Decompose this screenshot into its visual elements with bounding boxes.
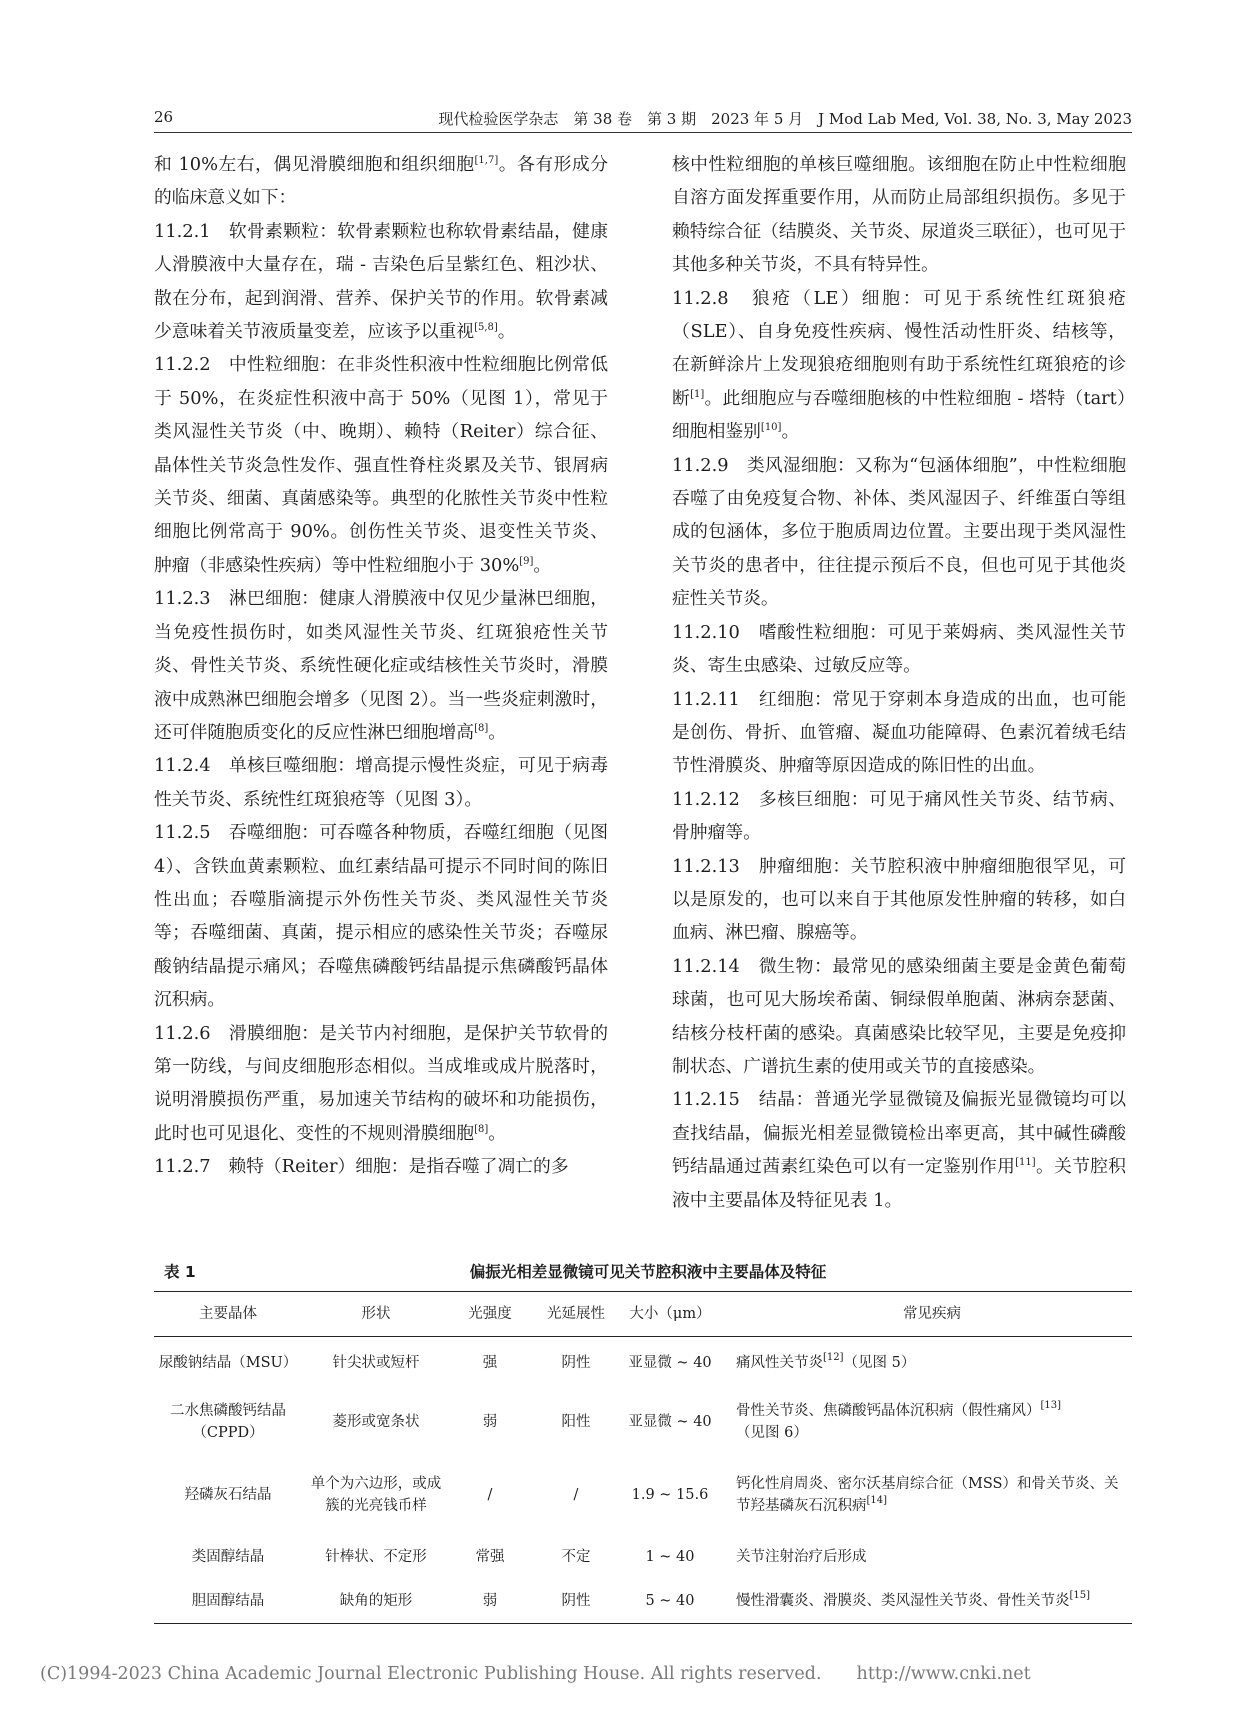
paragraph (154, 1150, 608, 1183)
paragraph (672, 783, 1126, 850)
header-elongation: 光延展性 (530, 1292, 622, 1337)
paragraph-text: 11.2.11 红细胞：常见于穿刺本身造成的出血，也可能是创伤、骨折、血管瘤、凝血功能障碍、色素沉着绒毛结节性滑膜炎、肿瘤等原因造成的陈旧性的出血。 (672, 688, 1126, 777)
cell-intensity: 弱 (482, 1414, 498, 1430)
paragraph (672, 850, 1126, 950)
table-header-row (154, 1292, 1132, 1337)
table-row (154, 1389, 1132, 1455)
copyright-notice: (C)1994-2023 China Academic Journal Electronic Publishing House. All rights reserved. http://www.cnki.net (40, 1664, 1031, 1684)
cell-size: 亚显微 ~ 40 (628, 1355, 712, 1371)
cell-size: 1 ~ 40 (645, 1549, 695, 1565)
disease-text: 痛风性关节炎 (736, 1355, 823, 1371)
paragraph-text-tail: 。 (497, 321, 516, 343)
left-text-column (154, 148, 608, 1184)
cell-crystal: 胆固醇结晶 (191, 1593, 265, 1609)
disease-text-tail: （见图 6） (736, 1425, 808, 1441)
cell-intensity: 常强 (475, 1549, 505, 1565)
cell-shape: 针尖状或短杆 (332, 1355, 420, 1371)
cell-size: 1.9 ~ 15.6 (631, 1487, 709, 1503)
cell-crystal: 类固醇结晶 (191, 1549, 265, 1565)
cell-disease (718, 1535, 1132, 1579)
paragraph-text: 11.2.10 嗜酸性粒细胞：可见于莱姆病、类风湿性关节炎、寄生虫感染、过敏反应等。 (672, 621, 1126, 677)
paragraph (154, 348, 608, 582)
cell-elongation: 阴性 (561, 1593, 591, 1609)
table-title: 偏振光相差显微镜可见关节腔积液中主要晶体及特征 (469, 1263, 827, 1281)
paragraph (672, 950, 1126, 1084)
cell-intensity: / (487, 1487, 493, 1503)
header-size: 大小（μm） (622, 1292, 718, 1337)
cell-elongation: 不定 (561, 1549, 591, 1565)
paragraph-text: 11.2.14 微生物：最常见的感染细菌主要是金黄色葡萄球菌，也可见大肠埃希菌、铜绿假单胞菌、淋病奈瑟菌、结核分枝杆菌的感染。真菌感染比较罕见，主要是免疫抑制状态、广谱抗生素的使用或关节的直接感染。 (672, 955, 1126, 1077)
table-body (154, 1337, 1132, 1624)
paragraph (154, 749, 608, 816)
table-row (154, 1535, 1132, 1579)
paragraph (672, 148, 1126, 282)
paragraph-text-tail: 。 (488, 1122, 507, 1144)
paragraph-text: 11.2.12 多核巨细胞：可见于痛风性关节炎、结节病、骨肿瘤等。 (672, 788, 1126, 844)
disease-text: 钙化性肩周炎、密尔沃基肩综合征（MSS）和骨关节炎、关节羟基磷灰石沉积病 (736, 1476, 1119, 1514)
cell-disease (718, 1389, 1132, 1455)
cell-shape: 缺角的矩形 (339, 1593, 413, 1609)
paragraph (154, 816, 608, 1016)
paragraph-text: 11.2.4 单核巨噬细胞：增高提示慢性炎症，可见于病毒性关节炎、系统性红斑狼疮等（见图 3）。 (154, 755, 608, 810)
table-label: 表 1 (164, 1263, 196, 1281)
paragraph-text: 11.2.1 软骨素颗粒：软骨素颗粒也称软骨素结晶，健康人滑膜液中大量存在，瑞 - 吉染色后呈紫红色、粗沙状、散在分布，起到润滑、营养、保护关节的作用。软骨素减少意味着关节液质量变差，应该予以重视 (154, 220, 608, 343)
cell-size: 亚显微 ~ 40 (628, 1414, 712, 1430)
paragraph-text-tail: 。 (533, 554, 552, 576)
paragraph-text: 核中性粒细胞的单核巨噬细胞。该细胞在防止中性粒细胞自溶方面发挥重要作用，从而防止局部组织损伤。多见于赖特综合征（结膜炎、关节炎、尿道炎三联征），也可见于其他多种关节炎，不具有特异性。 (672, 154, 1126, 276)
citation-ref: [10] (760, 422, 782, 434)
disease-text: 关节注射治疗后形成 (736, 1549, 867, 1565)
header-shape: 形状 (302, 1292, 450, 1337)
paragraph (154, 215, 608, 349)
cell-intensity: 强 (482, 1355, 498, 1371)
cell-disease (718, 1455, 1132, 1535)
citation-ref: [14] (866, 1495, 888, 1506)
paragraph-text-tail: 。 (781, 421, 800, 443)
paragraph-text: 11.2.6 滑膜细胞：是关节内衬细胞，是保护关节软骨的第一防线，与间皮细胞形态相似。当成堆或成片脱落时，说明滑膜损伤严重，易加速关节结构的破坏和功能损伤，此时也可见退化、变性的不规则滑膜细胞 (154, 1022, 608, 1144)
paragraph (154, 1017, 608, 1151)
paragraph-text: 11.2.9 类风湿细胞：又称为“包涵体细胞”，中性粒细胞吞噬了由免疫复合物、补体、类风湿因子、纤维蛋白等组成的包涵体，多位于胞质周边位置。主要出现于类风湿性关节炎的患者中，往往提示预后不良，但也可见于其他炎症性关节炎。 (672, 454, 1126, 610)
paragraph-text: 11.2.8 狼疮（LE）细胞：可见于系统性红斑狼疮（SLE）、自身免疫性疾病、慢性活动性肝炎、结核等，在新鲜涂片上发现狼疮细胞则有助于系统性红斑狼疮的诊断 (672, 287, 1126, 409)
citation-ref: [8] (474, 722, 489, 734)
paragraph (672, 1083, 1126, 1217)
paragraph-text: 11.2.3 淋巴细胞：健康人滑膜液中仅见少量淋巴细胞，当免疫性损伤时，如类风湿性关节炎、红斑狼疮性关节炎、骨性关节炎、系统性硬化症或结核性关节炎时，滑膜液中成熟淋巴细胞会增多（见图 2）。当一些炎症刺激时，还可伴随胞质变化的反应性淋巴细胞增高 (154, 588, 608, 743)
citation-ref: [11] (1015, 1157, 1036, 1169)
citation-ref: [12] (823, 1352, 844, 1363)
paragraph-text: 11.2.7 赖特（Reiter）细胞：是指吞噬了凋亡的多 (154, 1156, 569, 1178)
paragraph-text-tail: 。各有形成分的临床意义如下： (154, 154, 608, 209)
paragraph-text: 11.2.15 结晶：普通光学显微镜及偏振光显微镜均可以查找结晶，偏振光相差显微镜检出率更高，其中碱性磷酸钙结晶通过茜素红染色可以有一定鉴别作用 (672, 1089, 1126, 1178)
paragraph-text: 11.2.2 中性粒细胞：在非炎性积液中性粒细胞比例常低于 50%，在炎症性积液中高于 50%（见图 1），常见于类风湿性关节炎（中、晚期）、赖特（Reiter）综合征、晶体性关节炎急性发作、强直性脊柱炎累及关节、银屑病关节炎、细菌、真菌感染等。典型的化脓性关节炎中性粒细胞比例常高于 90%。创伤性关节炎、退变性关节炎、肿瘤（非感染性疾病）等中性粒细胞小于 30% (154, 354, 608, 576)
paragraph-text-tail: 。 (488, 721, 507, 743)
cell-crystal: 羟磷灰石结晶 (184, 1487, 272, 1503)
citation-ref: [1] (690, 388, 705, 400)
right-text-column (672, 148, 1126, 1217)
citation-ref: [9] (519, 555, 534, 567)
disease-text: 慢性滑囊炎、滑膜炎、类风湿性关节炎、骨性关节炎 (736, 1593, 1070, 1609)
citation-ref: [5,8] (474, 322, 498, 334)
journal-running-head: 现代检验医学杂志 第 38 卷 第 3 期 2023 年 5 月 J Mod Lab Med, Vol. 38, No. 3, May 2023 (438, 110, 1132, 128)
cell-intensity: 弱 (482, 1593, 498, 1609)
citation-ref: [13] (1040, 1400, 1062, 1411)
paragraph-text: 11.2.5 吞噬细胞：可吞噬各种物质，吞噬红细胞（见图 4）、含铁血黄素颗粒、血红素结晶可提示不同时间的陈旧性出血；吞噬脂滴提示外伤性关节炎、类风湿性关节炎等；吞噬细菌、真菌，提示相应的感染性关节炎；吞噬尿酸钠结晶提示痛风；吞噬焦磷酸钙结晶提示焦磷酸钙晶体沉积病。 (154, 822, 608, 1011)
paragraph (672, 449, 1126, 616)
cell-elongation: 阳性 (561, 1414, 591, 1430)
paragraph-text: 和 10%左右，偶见滑膜细胞和组织细胞 (154, 154, 475, 175)
cell-crystal: 二水焦磷酸钙结晶（CPPD） (170, 1403, 286, 1441)
paragraph (154, 582, 608, 749)
header-disease: 常见疾病 (718, 1292, 1132, 1337)
table-row (154, 1579, 1132, 1624)
disease-text: 骨性关节炎、焦磷酸钙晶体沉积病（假性痛风） (736, 1403, 1041, 1419)
table-row (154, 1455, 1132, 1535)
paragraph (154, 148, 608, 215)
cell-shape: 针棒状、不定形 (325, 1549, 427, 1565)
table-row (154, 1337, 1132, 1390)
citation-ref: [15] (1069, 1590, 1091, 1601)
page-number: 26 (154, 108, 174, 126)
page-header (154, 106, 1132, 133)
paragraph (672, 683, 1126, 783)
header-intensity: 光强度 (450, 1292, 530, 1337)
paragraph-text: 11.2.13 肿瘤细胞：关节腔积液中肿瘤细胞很罕见，可以是原发的，也可以来自于其他原发性肿瘤的转移，如白血病、淋巴瘤、腺癌等。 (672, 855, 1126, 944)
citation-ref: [1,7] (474, 155, 499, 166)
paragraph-text-tail: 。关节腔积液中主要晶体及特征见表 1。 (672, 1156, 1126, 1211)
cell-crystal: 尿酸钠结晶（MSU） (158, 1355, 298, 1371)
cell-elongation: 阴性 (561, 1355, 591, 1371)
disease-text-tail: （见图 5） (843, 1355, 916, 1371)
cell-disease (718, 1579, 1132, 1624)
paragraph-text-tail: 。此细胞应与吞噬细胞核的中性粒细胞 - 塔特（tart）细胞相鉴别 (672, 387, 1126, 443)
paragraph (672, 616, 1126, 683)
crystal-table-grid (154, 1291, 1132, 1624)
crystal-table (154, 1291, 1132, 1624)
cell-shape: 单个为六边形，或成簇的光亮钱币样 (310, 1476, 442, 1514)
paragraph (672, 282, 1126, 449)
citation-ref: [8] (474, 1123, 489, 1135)
cell-shape: 菱形或宽条状 (332, 1414, 420, 1430)
cell-elongation: / (573, 1487, 579, 1503)
header-crystal: 主要晶体 (154, 1292, 302, 1337)
cell-disease (718, 1337, 1132, 1390)
cell-size: 5 ~ 40 (645, 1593, 695, 1609)
